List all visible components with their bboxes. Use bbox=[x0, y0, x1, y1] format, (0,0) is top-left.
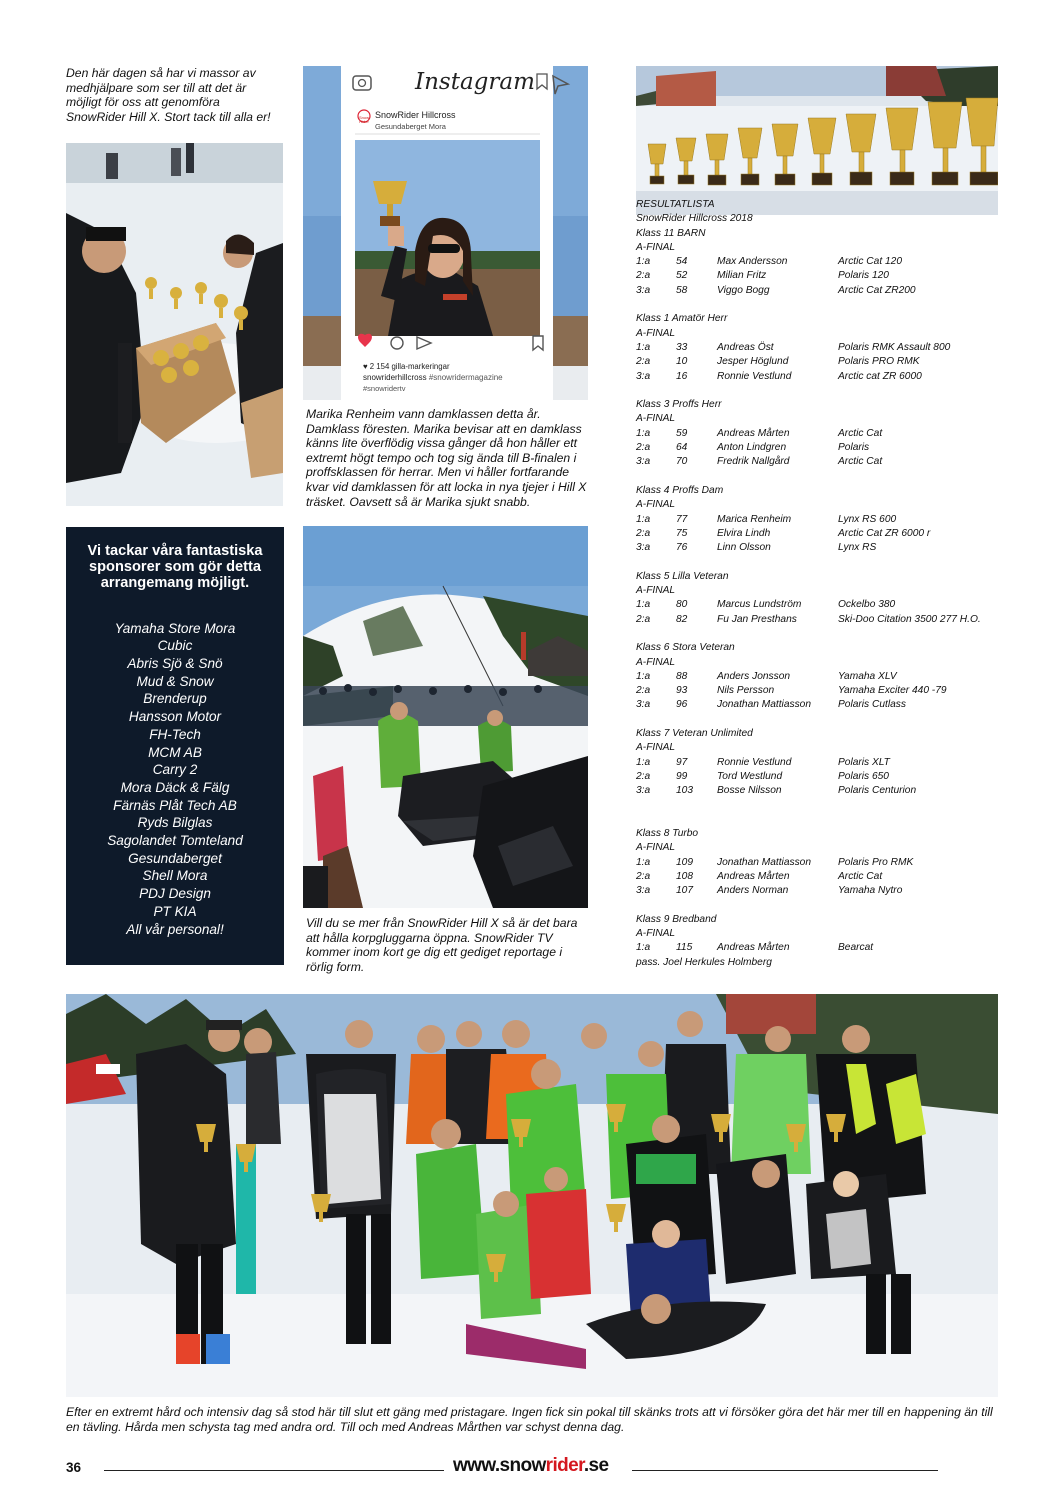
site-logo-www: www.snow bbox=[453, 1455, 546, 1476]
result-place: 3:a bbox=[636, 542, 651, 554]
result-sled: Arctic Cat 120 bbox=[838, 256, 902, 268]
result-sled: Ski-Doo Citation 3500 277 H.O. bbox=[838, 613, 981, 625]
result-place: 3:a bbox=[636, 284, 651, 296]
result-sled: Polaris PRO RMK bbox=[838, 356, 920, 368]
result-number: 54 bbox=[676, 256, 688, 268]
result-place: 3:a bbox=[636, 699, 651, 711]
result-row bbox=[636, 856, 996, 870]
class-name: Klass 1 Amatör Herr bbox=[636, 313, 728, 325]
result-row bbox=[636, 770, 996, 784]
results-list bbox=[636, 198, 996, 970]
tv-caption: Vill du se mer från SnowRider Hill X så är det bara att hålla korpgluggarna öppna. SnowRider TV kommer inom kort ge dig ett gediget reportage i rörlig form. bbox=[306, 916, 578, 974]
result-sled: Yamaha Exciter 440 -79 bbox=[838, 685, 947, 697]
result-place: 2:a bbox=[636, 870, 651, 882]
class-final: A-FINAL bbox=[636, 742, 676, 754]
instagram-hashtag-2: #snowridertv bbox=[363, 384, 406, 393]
sponsor-heading: Vi tackar våra fantastiska sponsorer som gör detta arrangemang möjligt. bbox=[87, 543, 263, 592]
results-note: pass. Joel Herkules Holmberg bbox=[636, 956, 772, 968]
sponsor-box bbox=[66, 527, 284, 965]
result-driver: Andreas Mårten bbox=[717, 870, 790, 882]
group-photo bbox=[66, 994, 998, 1397]
result-place: 2:a bbox=[636, 442, 651, 454]
result-place: 2:a bbox=[636, 270, 651, 282]
sponsor-item: Cubic bbox=[157, 638, 193, 654]
result-driver: Max Andersson bbox=[717, 256, 788, 268]
result-sled: Polaris Cutlass bbox=[838, 699, 906, 711]
class-name: Klass 11 BARN bbox=[636, 227, 706, 239]
class-name: Klass 8 Turbo bbox=[636, 828, 699, 840]
result-row bbox=[636, 370, 996, 384]
result-driver: Andreas Mårten bbox=[717, 942, 790, 954]
slope-photo bbox=[303, 526, 588, 908]
result-driver: Jonathan Mattiasson bbox=[717, 699, 812, 711]
result-place: 2:a bbox=[636, 527, 651, 539]
result-row bbox=[636, 269, 996, 283]
result-sled: Arctic cat ZR 6000 bbox=[838, 370, 922, 382]
result-place: 3:a bbox=[636, 456, 651, 468]
instagram-likes-text: 2 154 gilla-markeringar bbox=[369, 362, 450, 371]
sponsor-item: Gesundaberget bbox=[128, 850, 222, 866]
result-row bbox=[636, 684, 996, 698]
result-row bbox=[636, 756, 996, 770]
site-logo-tld: .se bbox=[583, 1455, 609, 1476]
result-row bbox=[636, 527, 996, 541]
result-driver: Viggo Bogg bbox=[717, 284, 770, 296]
result-row bbox=[636, 513, 996, 527]
class-final: A-FINAL bbox=[636, 585, 676, 597]
result-number: 97 bbox=[676, 756, 688, 768]
result-place: 1:a bbox=[636, 856, 651, 868]
result-number: 99 bbox=[676, 770, 688, 782]
result-number: 109 bbox=[676, 856, 693, 868]
sponsor-item: Ryds Bilglas bbox=[137, 815, 213, 831]
sponsor-item: PT KIA bbox=[153, 903, 197, 919]
instagram-account: SnowRider Hillcross bbox=[375, 110, 456, 120]
result-place: 2:a bbox=[636, 356, 651, 368]
sponsor-item: Hansson Motor bbox=[128, 709, 222, 725]
result-row bbox=[636, 613, 996, 627]
result-sled: Polaris RMK Assault 800 bbox=[838, 341, 951, 353]
class-name: Klass 3 Proffs Herr bbox=[636, 399, 722, 411]
result-place: 1:a bbox=[636, 599, 651, 611]
result-row bbox=[636, 284, 996, 298]
footer-rule-right bbox=[632, 1470, 938, 1471]
result-driver: Bosse Nilsson bbox=[717, 785, 782, 797]
result-driver: Anders Norman bbox=[717, 885, 789, 897]
class-name: Klass 6 Stora Veteran bbox=[636, 642, 735, 654]
result-driver: Marcus Lundström bbox=[717, 599, 802, 611]
marika-caption: Marika Renheim vann damklassen detta år. Damklass föresten. Marika bevisar att en damklass känns lite överflödig vissa gånger då hon håller ett extremt högt tempo och tog sig ända till B-finalen i proffsklassen för herrar. Men vi håller fortfarande kvar vid damklassen för att locka in nya tjejer i Hill X träsket. Oavsett så är Marika sjukt snabb. bbox=[306, 407, 587, 509]
result-number: 64 bbox=[676, 442, 688, 454]
result-sled: Ockelbo 380 bbox=[838, 599, 896, 611]
page-number: 36 bbox=[66, 1460, 82, 1475]
group-caption: Efter en extremt hård och intensiv dag så stod här till slut ett gäng med pristagare. Ingen fick sin pokal till skänks trots att vi försöker göra det här mer till en happening än till en tävling. Hårda men schysta tag med andra ord. Till och med Andreas Mårthen var schyst denna dag. bbox=[66, 1405, 993, 1434]
result-number: 77 bbox=[676, 513, 688, 525]
instagram-location: Gesundaberget Mora bbox=[375, 122, 446, 131]
result-number: 76 bbox=[676, 542, 688, 554]
result-number: 93 bbox=[676, 685, 688, 697]
result-driver: Anton Lindgren bbox=[717, 442, 787, 454]
result-sled: Arctic Cat ZR 6000 r bbox=[838, 527, 931, 539]
result-driver: Marica Renheim bbox=[717, 513, 792, 525]
sponsor-item: Sagolandet Tomteland bbox=[107, 833, 243, 849]
result-place: 2:a bbox=[636, 613, 651, 625]
class-name: Klass 4 Proffs Dam bbox=[636, 484, 724, 496]
result-driver: Andreas Öst bbox=[717, 341, 774, 353]
result-row bbox=[636, 698, 996, 712]
class-final: A-FINAL bbox=[636, 327, 676, 339]
result-number: 88 bbox=[676, 670, 688, 682]
result-place: 1:a bbox=[636, 670, 651, 682]
sponsor-item: Shell Mora bbox=[142, 868, 208, 884]
result-place: 1:a bbox=[636, 427, 651, 439]
sponsor-item: Carry 2 bbox=[152, 762, 198, 778]
result-number: 58 bbox=[676, 284, 688, 296]
result-sled: Polaris Pro RMK bbox=[838, 856, 914, 868]
result-row bbox=[636, 941, 996, 955]
result-place: 1:a bbox=[636, 942, 651, 954]
result-row bbox=[636, 884, 996, 898]
result-sled: Lynx RS 600 bbox=[838, 513, 897, 525]
site-logo-rider: rider bbox=[545, 1455, 584, 1476]
result-row bbox=[636, 784, 996, 798]
result-driver: Elvira Lindh bbox=[717, 527, 771, 539]
class-name: Klass 7 Veteran Unlimited bbox=[636, 727, 753, 739]
result-sled: Arctic Cat bbox=[838, 870, 883, 882]
result-row bbox=[636, 670, 996, 684]
result-sled: Polaris 120 bbox=[838, 270, 889, 282]
result-place: 1:a bbox=[636, 341, 651, 353]
sponsor-item: FH-Tech bbox=[149, 726, 201, 742]
result-driver: Nils Persson bbox=[717, 685, 775, 697]
sponsor-item: Yamaha Store Mora bbox=[114, 620, 236, 636]
result-number: 108 bbox=[676, 870, 693, 882]
result-place: 3:a bbox=[636, 370, 651, 382]
result-number: 115 bbox=[676, 942, 693, 954]
result-row bbox=[636, 870, 996, 884]
result-place: 3:a bbox=[636, 885, 651, 897]
sponsor-item: Mud & Snow bbox=[136, 673, 214, 689]
site-logo[interactable] bbox=[453, 1455, 609, 1477]
result-place: 1:a bbox=[636, 756, 651, 768]
result-sled: Arctic Cat bbox=[838, 456, 883, 468]
results-title: RESULTATLISTA bbox=[636, 199, 715, 210]
instagram-user-line bbox=[363, 373, 503, 382]
result-number: 107 bbox=[676, 885, 693, 897]
result-driver: Milian Fritz bbox=[717, 270, 767, 282]
result-driver: Anders Jonsson bbox=[717, 670, 791, 682]
sponsor-item: Mora Däck & Fälg bbox=[120, 779, 230, 795]
class-name: Klass 9 Bredband bbox=[636, 913, 717, 925]
result-place: 1:a bbox=[636, 256, 651, 268]
class-final: A-FINAL bbox=[636, 241, 676, 253]
result-sled: Yamaha Nytro bbox=[838, 885, 903, 897]
result-sled: Lynx RS bbox=[838, 542, 877, 554]
result-number: 80 bbox=[676, 599, 688, 611]
sponsor-item: Brenderup bbox=[143, 691, 207, 707]
instagram-frame-photo bbox=[303, 66, 588, 400]
class-final: A-FINAL bbox=[636, 413, 676, 425]
result-row bbox=[636, 341, 996, 355]
sponsor-list bbox=[66, 620, 284, 939]
result-place: 1:a bbox=[636, 513, 651, 525]
sponsor-item: PDJ Design bbox=[139, 886, 211, 902]
result-driver: Ronnie Vestlund bbox=[717, 756, 792, 768]
result-number: 59 bbox=[676, 427, 688, 439]
result-sled: Polaris XLT bbox=[838, 756, 890, 768]
result-row bbox=[636, 255, 996, 269]
result-row bbox=[636, 355, 996, 369]
helpers-caption: Den här dagen så har vi massor av medhjälpare som ser till att det är möjligt för oss att genomföra SnowRider Hill X. Stort tack till alla er! bbox=[66, 66, 271, 124]
result-sled: Arctic Cat bbox=[838, 427, 883, 439]
result-number: 75 bbox=[676, 527, 688, 539]
result-number: 16 bbox=[676, 370, 688, 382]
result-row bbox=[636, 427, 996, 441]
result-driver: Ronnie Vestlund bbox=[717, 370, 792, 382]
result-sled: Polaris Centurion bbox=[838, 785, 917, 797]
result-driver: Jonathan Mattiasson bbox=[717, 856, 812, 868]
result-row bbox=[636, 441, 996, 455]
result-row bbox=[636, 455, 996, 469]
result-number: 96 bbox=[676, 699, 688, 711]
result-sled: Polaris 650 bbox=[838, 770, 889, 782]
instagram-user: snowriderhillcross bbox=[363, 373, 427, 382]
result-row bbox=[636, 598, 996, 612]
instagram-avatar-text: Snow Rider bbox=[358, 115, 369, 124]
class-final: A-FINAL bbox=[636, 499, 676, 511]
result-row bbox=[636, 541, 996, 555]
sponsor-item: Abris Sjö & Snö bbox=[127, 656, 223, 672]
result-number: 52 bbox=[676, 270, 688, 282]
class-name: Klass 5 Lilla Veteran bbox=[636, 570, 729, 582]
result-driver: Fu Jan Presthans bbox=[717, 613, 797, 625]
class-final: A-FINAL bbox=[636, 656, 676, 668]
sponsor-item: MCM AB bbox=[148, 744, 202, 760]
instagram-likes: ♥ 2 154 gilla-markeringar bbox=[363, 362, 450, 371]
sponsor-item: Färnäs Plåt Tech AB bbox=[113, 797, 237, 813]
result-driver: Andreas Mårten bbox=[717, 427, 790, 439]
instagram-logo: Instagram bbox=[415, 69, 535, 95]
instagram-hashtag: #snowridermagazine bbox=[428, 373, 503, 382]
result-driver: Linn Olsson bbox=[717, 542, 771, 554]
result-number: 103 bbox=[676, 785, 693, 797]
result-number: 70 bbox=[676, 456, 688, 468]
result-number: 10 bbox=[676, 356, 688, 368]
class-final: A-FINAL bbox=[636, 842, 676, 854]
result-sled: Bearcat bbox=[838, 942, 874, 954]
result-driver: Jesper Höglund bbox=[717, 356, 789, 368]
footer-rule-left bbox=[104, 1470, 444, 1471]
result-sled: Yamaha XLV bbox=[838, 670, 897, 682]
trophies-photo bbox=[636, 66, 998, 215]
result-place: 2:a bbox=[636, 770, 651, 782]
sponsor-item: All vår personal! bbox=[126, 921, 224, 937]
results-event: SnowRider Hillcross 2018 bbox=[636, 213, 753, 225]
result-driver: Fredrik Nallgård bbox=[717, 456, 790, 468]
result-sled: Arctic Cat ZR200 bbox=[838, 284, 916, 296]
result-place: 2:a bbox=[636, 685, 651, 697]
result-number: 82 bbox=[676, 613, 688, 625]
result-sled: Polaris bbox=[838, 442, 870, 454]
result-number: 33 bbox=[676, 341, 688, 353]
class-final: A-FINAL bbox=[636, 928, 676, 940]
result-driver: Tord Westlund bbox=[717, 770, 783, 782]
result-place: 3:a bbox=[636, 785, 651, 797]
helpers-photo bbox=[66, 143, 283, 506]
